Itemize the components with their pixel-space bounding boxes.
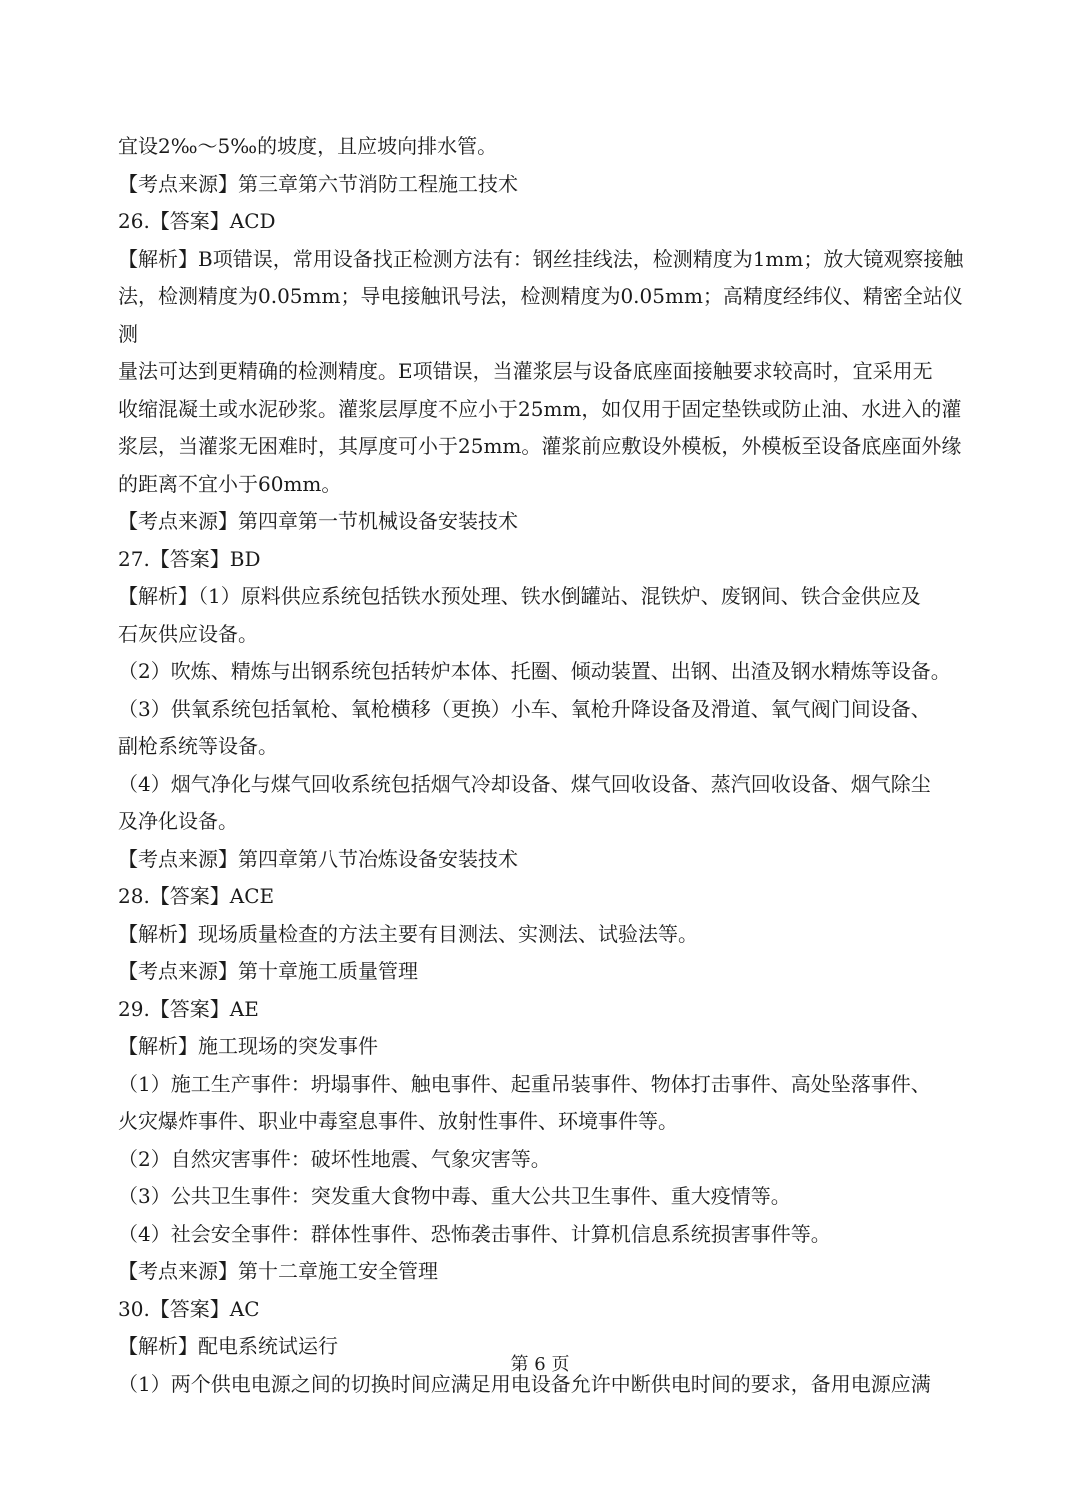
source-line: 【考点来源】第三章第六节消防工程施工技术	[118, 171, 518, 196]
text-line: 法，检测精度为0.05mm；导电接触讯号法，检测精度为0.05mm；高精度经纬仪、精密全站仪测	[118, 284, 963, 346]
document-body	[118, 128, 978, 1403]
analysis-line: 【解析】施工现场的突发事件	[118, 1034, 378, 1058]
source-line: 【考点来源】第十章施工质量管理	[118, 959, 418, 983]
list-item: （1）两个供电电源之间的切换时间应满足用电设备允许中断供电时间的要求，备用电源应满	[118, 1371, 931, 1396]
text-line: 量法可达到更精确的检测精度。E项错误，当灌浆层与设备底座面接触要求较高时，宜采用无	[118, 359, 933, 383]
answer-line: 26.【答案】ACD	[118, 209, 276, 233]
analysis-line: 【解析】（1）原料供应系统包括铁水预处理、铁水倒罐站、混铁炉、废钢间、铁合金供应及	[118, 584, 921, 608]
list-item: （1）施工生产事件：坍塌事件、触电事件、起重吊装事件、物体打击事件、高处坠落事件、	[118, 1071, 931, 1096]
list-item: （4）社会安全事件：群体性事件、恐怖袭击事件、计算机信息系统损害事件等。	[118, 1221, 831, 1246]
analysis-line: 【解析】B项错误，常用设备找正检测方法有：钢丝挂线法，检测精度为1mm；放大镜观察接触	[118, 246, 964, 271]
page-number: 第 6 页	[510, 1354, 570, 1375]
text-line: 收缩混凝土或水泥砂浆。灌浆层厚度不应小于25mm，如仅用于固定垫铁或防止油、水进入的灌	[118, 396, 962, 421]
text-line: 浆层，当灌浆无困难时，其厚度可小于25mm。灌浆前应敷设外模板，外模板至设备底座面外缘	[118, 434, 962, 458]
text-line: 及净化设备。	[118, 809, 238, 833]
answer-line: 27.【答案】BD	[118, 546, 261, 571]
text-line: 的距离不宜小于60mm。	[118, 471, 342, 496]
list-item: （3）公共卫生事件：突发重大食物中毒、重大公共卫生事件、重大疫情等。	[118, 1184, 791, 1208]
answer-line: 30.【答案】AC	[118, 1296, 260, 1321]
source-line: 【考点来源】第四章第一节机械设备安装技术	[118, 509, 518, 533]
source-line: 【考点来源】第四章第八节冶炼设备安装技术	[118, 846, 518, 871]
list-item: （3）供氧系统包括氧枪、氧枪横移（更换）小车、氧枪升降设备及滑道、氧气阀门间设备、	[118, 696, 931, 721]
analysis-line: 【解析】配电系统试运行	[118, 1334, 338, 1358]
analysis-line: 【解析】现场质量检查的方法主要有目测法、实测法、试验法等。	[118, 921, 698, 946]
list-item: （2）吹炼、精炼与出钢系统包括转炉本体、托圈、倾动装置、出钢、出渣及钢水精炼等设备。	[118, 659, 951, 683]
source-line: 【考点来源】第十二章施工安全管理	[118, 1259, 438, 1283]
list-item: （4）烟气净化与煤气回收系统包括烟气冷却设备、煤气回收设备、蒸汽回收设备、烟气除尘	[118, 771, 931, 796]
text-line: 宜设2‰～5‰的坡度，且应坡向排水管。	[118, 134, 498, 158]
text-line: 副枪系统等设备。	[118, 734, 278, 758]
answer-line: 28.【答案】ACE	[118, 884, 275, 908]
text-line: 石灰供应设备。	[118, 621, 258, 646]
answer-line: 29.【答案】AE	[118, 996, 259, 1021]
text-line: 火灾爆炸事件、职业中毒窒息事件、放射性事件、环境事件等。	[118, 1109, 678, 1133]
list-item: （2）自然灾害事件：破坏性地震、气象灾害等。	[118, 1146, 551, 1171]
